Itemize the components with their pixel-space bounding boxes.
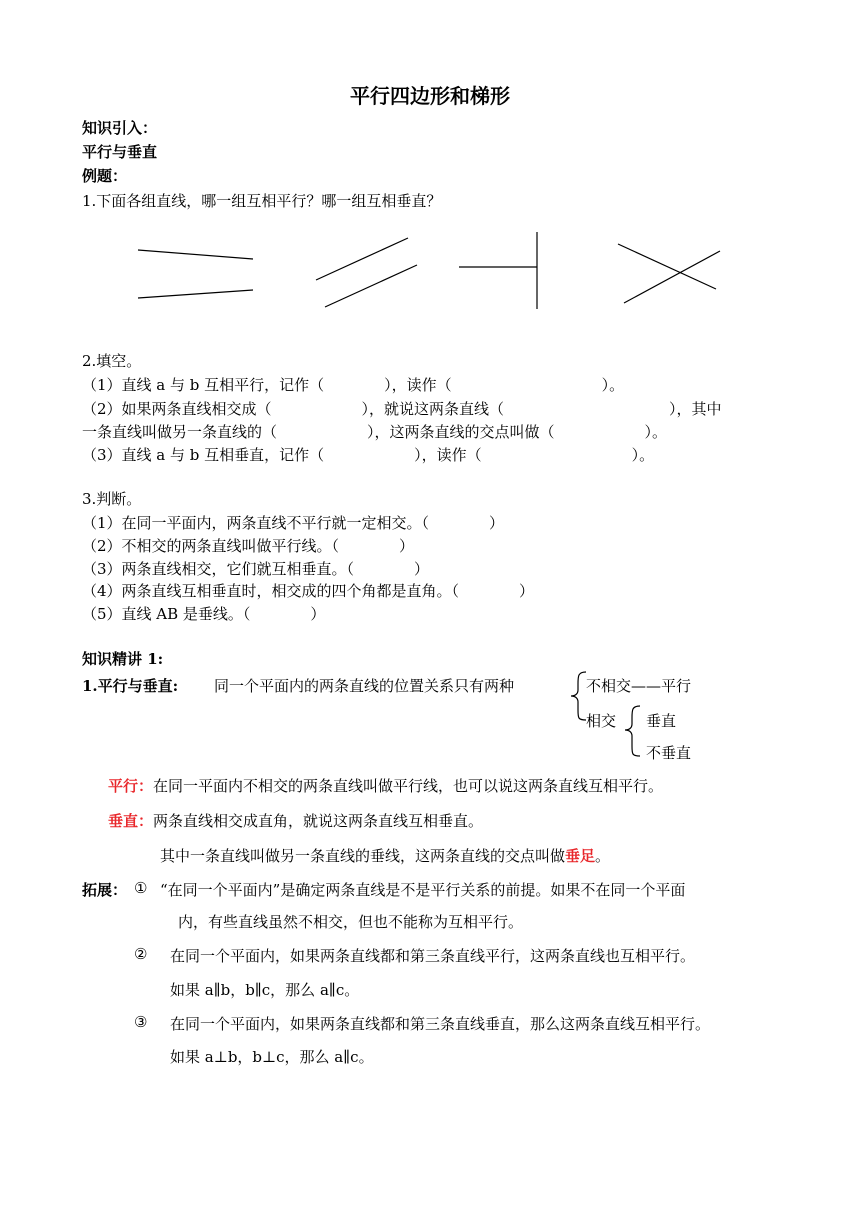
question-2-item-1: （1）直线 a 与 b 互相平行，记作（ ），读作（ ）。 — [82, 376, 625, 394]
extension-2-marker: ② — [134, 945, 148, 963]
figure-2-line-bottom — [325, 265, 417, 307]
extension-3-line-1: 在同一个平面内，如果两条直线都和第三条直线垂直，那么这两条直线互相平行。 — [170, 1015, 711, 1033]
question-2-item-3: （3）直线 a 与 b 互相垂直，记作（ ），读作（ ）。 — [82, 446, 655, 464]
question-3-item-3: （3）两条直线相交，它们就互相垂直。（ ） — [82, 560, 430, 578]
inner-brace — [625, 706, 640, 756]
perpendicular-definition-row — [108, 810, 483, 831]
extension-3-marker: ③ — [134, 1013, 148, 1031]
parallel-definition-row — [108, 775, 663, 796]
figure-group-4 — [618, 244, 720, 303]
perpendicular-foot-end: 。 — [595, 847, 611, 865]
branch-not-intersect: 不相交——平行 — [586, 677, 692, 695]
question-3-item-1: （1）在同一平面内，两条直线不平行就一定相交。（ ） — [82, 514, 505, 532]
extension-2-line-2: 如果 a∥b，b∥c，那么 a∥c。 — [170, 981, 360, 999]
line-figures — [0, 225, 860, 325]
question-3-item-2: （2）不相交的两条直线叫做平行线。（ ） — [82, 537, 415, 555]
figure-1-line-top — [138, 250, 253, 259]
figure-4-line-b — [624, 251, 720, 303]
question-3-item-4: （4）两条直线互相垂直时，相交成的四个角都是直角。（ ） — [82, 582, 535, 600]
lecture-heading: 知识精讲 1: — [82, 650, 164, 668]
lecture-item-text: 同一个平面内的两条直线的位置关系只有两种 — [214, 677, 515, 695]
perpendicular-definition: 两条直线相交成直角，就说这两条直线互相垂直。 — [153, 812, 484, 830]
outer-brace — [571, 672, 586, 720]
extension-2-line-1: 在同一个平面内，如果两条直线都和第三条直线平行，这两条直线也互相平行。 — [170, 947, 696, 965]
extension-1-line-2: 内，有些直线虽然不相交，但也不能称为互相平行。 — [178, 913, 524, 931]
figure-group-2 — [316, 238, 417, 307]
figure-group-1 — [138, 250, 253, 298]
perpendicular-foot-term: 垂足 — [565, 847, 596, 865]
figure-4-line-a — [618, 244, 716, 289]
figure-2-line-top — [316, 238, 408, 280]
page-title: 平行四边形和梯形 — [350, 84, 510, 108]
parallel-label: 平行： — [108, 777, 154, 795]
perpendicular-foot-text: 其中一条直线叫做另一条直线的垂线，这两条直线的交点叫做 — [160, 847, 566, 865]
branch-not-perpendicular: 不垂直 — [646, 744, 692, 762]
branch-perpendicular: 垂直 — [646, 712, 677, 730]
perpendicular-label: 垂直： — [108, 812, 154, 830]
intro-subheading: 平行与垂直 — [82, 143, 158, 161]
parallel-definition: 在同一平面内不相交的两条直线叫做平行线，也可以说这两条直线互相平行。 — [153, 777, 664, 795]
intro-heading: 知识引入： — [82, 119, 158, 137]
question-2-item-2: （2）如果两条直线相交成（ ），就说这两条直线（ ），其中 — [82, 400, 722, 418]
figure-group-3 — [459, 232, 537, 309]
branch-intersect: 相交 — [586, 712, 617, 730]
question-3-item-5: （5）直线 AB 是垂线。（ ） — [82, 605, 326, 623]
question-3-title: 3.判断。 — [82, 490, 142, 508]
example-label: 例题： — [82, 167, 128, 185]
question-2-title: 2.填空。 — [82, 352, 142, 370]
question-2-item-2-cont: 一条直线叫做另一条直线的（ ），这两条直线的交点叫做（ ）。 — [82, 423, 668, 441]
extension-1-line-1: “在同一个平面内”是确定两条直线是不是平行关系的前提。如果不在同一个平面 — [160, 881, 686, 899]
extension-label: 拓展： — [82, 881, 128, 899]
lecture-item-label: 1.平行与垂直: — [82, 677, 179, 695]
extension-3-line-2: 如果 a⊥b，b⊥c，那么 a∥c。 — [170, 1048, 374, 1066]
extension-1-marker: ① — [134, 879, 148, 897]
perpendicular-foot-row — [160, 845, 610, 866]
question-1-text: 1.下面各组直线，哪一组互相平行？哪一组互相垂直？ — [82, 192, 442, 210]
figure-1-line-bottom — [138, 290, 253, 298]
